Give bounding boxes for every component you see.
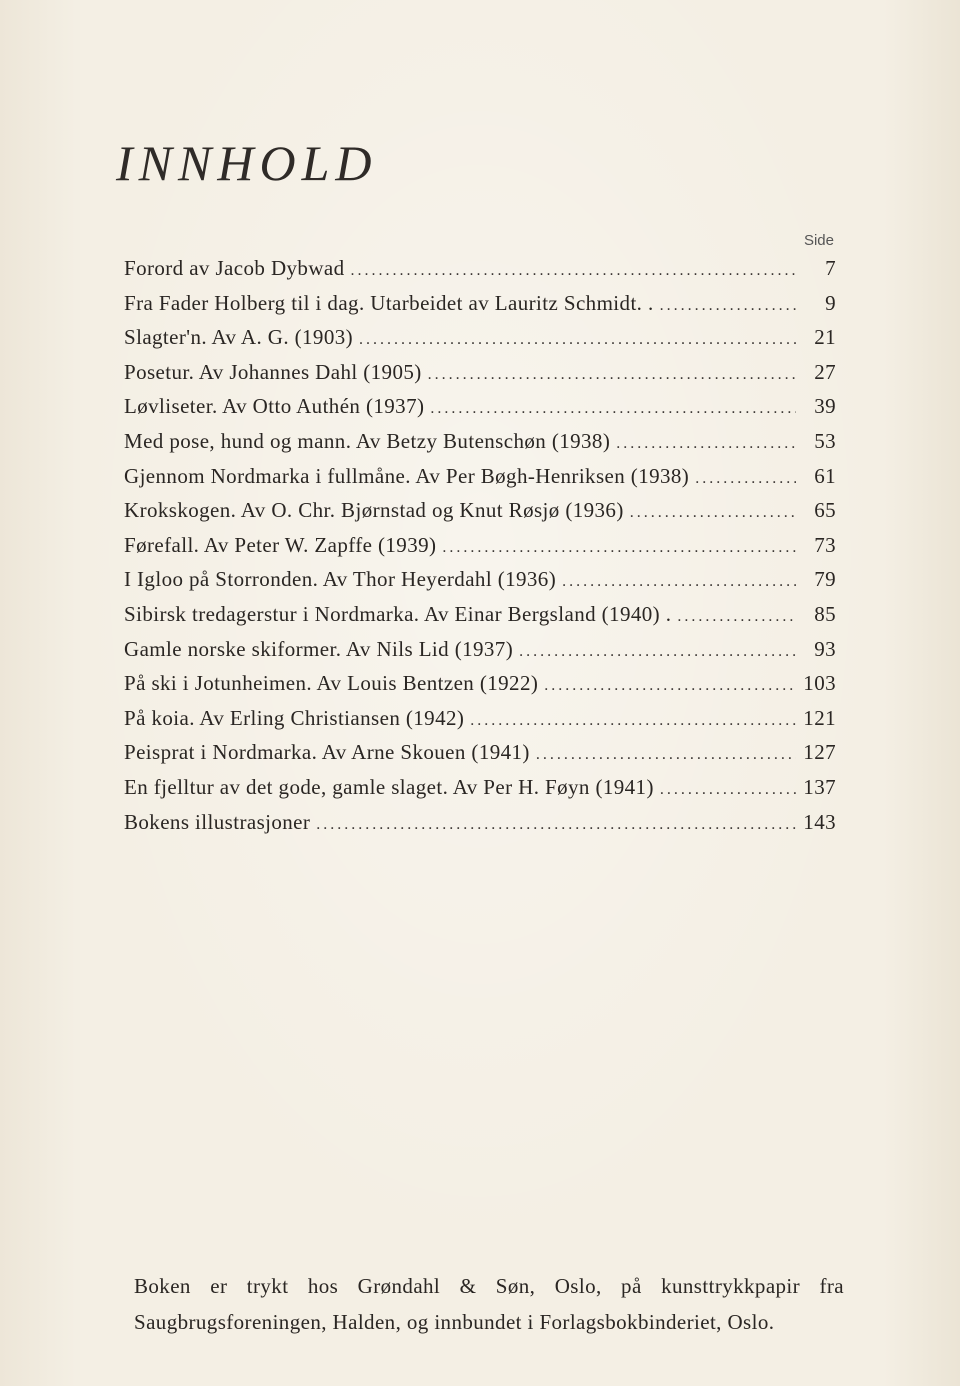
toc-dot-leader bbox=[660, 781, 796, 799]
toc-entry-page: 121 bbox=[803, 705, 836, 730]
toc-entry-page: 53 bbox=[814, 428, 836, 453]
toc-entry-title: Sibirsk tredagerstur i Nordmarka. Av Einar Bergsland (1940) . bbox=[124, 601, 672, 626]
toc-entry bbox=[124, 637, 836, 672]
toc-entry bbox=[124, 602, 836, 637]
toc-entry bbox=[124, 498, 836, 533]
toc-entry-page: 61 bbox=[814, 463, 836, 488]
toc-entry-page: 21 bbox=[814, 325, 836, 350]
toc-entry-page: 93 bbox=[814, 636, 836, 661]
toc-entry-title: Forord av Jacob Dybwad bbox=[124, 256, 345, 280]
toc-entry bbox=[124, 256, 836, 291]
toc-entry-title: Gamle norske skiformer. Av Nils Lid (1937) bbox=[124, 636, 514, 661]
toc-entry-title: Fra Fader Holberg til i dag. Utarbeidet av Lauritz Schmidt. . bbox=[124, 290, 654, 315]
toc-dot-leader bbox=[428, 366, 796, 384]
toc-entry-page: 79 bbox=[814, 567, 836, 592]
toc-entry-page: 73 bbox=[814, 532, 836, 557]
toc-entry-title: En fjelltur av det gode, gamle slaget. Av Per H. Føyn (1941) bbox=[124, 774, 654, 799]
toc-entry bbox=[124, 740, 836, 775]
toc-entry-title: Posetur. Av Johannes Dahl (1905) bbox=[124, 359, 422, 384]
toc-entry bbox=[124, 360, 836, 395]
toc-entry-page: 127 bbox=[803, 740, 836, 765]
table-of-contents bbox=[124, 256, 836, 844]
toc-dot-leader bbox=[630, 504, 796, 522]
toc-dot-leader bbox=[544, 677, 796, 695]
toc-entry-title: Løvliseter. Av Otto Authén (1937) bbox=[124, 394, 425, 419]
colophon: Boken er trykt hos Grøndahl & Søn, Oslo, på kunsttrykkpapir fra Saugbrugsforeningen, Halden, og innbundet i Forlagsbokbinderiet, Oslo. bbox=[134, 1274, 844, 1334]
toc-entry-title: Med pose, hund og mann. Av Betzy Butenschøn (1938) bbox=[124, 428, 611, 453]
toc-entry-title: På koia. Av Erling Christiansen (1942) bbox=[124, 705, 465, 730]
toc-entry-title: Krokskogen. Av O. Chr. Bjørnstad og Knut Røsjø (1936) bbox=[124, 498, 624, 523]
toc-dot-leader bbox=[695, 470, 796, 488]
toc-entry-page: 143 bbox=[803, 809, 836, 834]
toc-dot-leader bbox=[316, 816, 796, 834]
toc-entry-page: 7 bbox=[825, 256, 836, 280]
toc-dot-leader bbox=[616, 435, 796, 453]
toc-entry-title: Slagter'n. Av A. G. (1903) bbox=[124, 325, 354, 350]
toc-dot-leader bbox=[677, 608, 796, 626]
toc-dot-leader bbox=[562, 573, 796, 591]
toc-entry-title: I Igloo på Storronden. Av Thor Heyerdahl (1936) bbox=[124, 567, 557, 592]
toc-entry-page: 65 bbox=[814, 498, 836, 523]
toc-entry-page: 27 bbox=[814, 359, 836, 384]
toc-entry-page: 39 bbox=[814, 394, 836, 419]
toc-dot-leader bbox=[442, 539, 796, 557]
toc-entry bbox=[124, 325, 836, 360]
toc-entry-title: Gjennom Nordmarka i fullmåne. Av Per Bøgh-Henriksen (1938) bbox=[124, 463, 690, 488]
toc-entry-title: Peisprat i Nordmarka. Av Arne Skouen (1941) bbox=[124, 740, 530, 765]
toc-entry bbox=[124, 429, 836, 464]
toc-entry bbox=[124, 567, 836, 602]
toc-entry-page: 137 bbox=[803, 774, 836, 799]
toc-entry bbox=[124, 291, 836, 326]
toc-entry-page: 9 bbox=[825, 290, 836, 315]
toc-entry bbox=[124, 394, 836, 429]
toc-entry-page: 103 bbox=[803, 671, 836, 696]
toc-dot-leader bbox=[519, 643, 796, 661]
toc-dot-leader bbox=[470, 712, 796, 730]
toc-entry bbox=[124, 671, 836, 706]
toc-dot-leader bbox=[536, 746, 796, 764]
toc-dot-leader bbox=[351, 262, 796, 280]
toc-entry bbox=[124, 533, 836, 568]
toc-entry-title: Førefall. Av Peter W. Zapffe (1939) bbox=[124, 532, 437, 557]
toc-entry-page: 85 bbox=[814, 601, 836, 626]
toc-entry bbox=[124, 464, 836, 499]
toc-dot-leader bbox=[660, 297, 796, 315]
toc-entry-title: På ski i Jotunheimen. Av Louis Bentzen (1922) bbox=[124, 671, 539, 696]
toc-dot-leader bbox=[359, 331, 796, 349]
toc-entry-title: Bokens illustrasjoner bbox=[124, 809, 311, 834]
toc-entry bbox=[124, 706, 836, 741]
page-column-label: Side bbox=[803, 232, 834, 249]
toc-dot-leader bbox=[430, 400, 796, 418]
page-title: INNHOLD bbox=[116, 135, 378, 191]
toc-entry bbox=[124, 775, 836, 810]
toc-entry bbox=[124, 810, 836, 845]
